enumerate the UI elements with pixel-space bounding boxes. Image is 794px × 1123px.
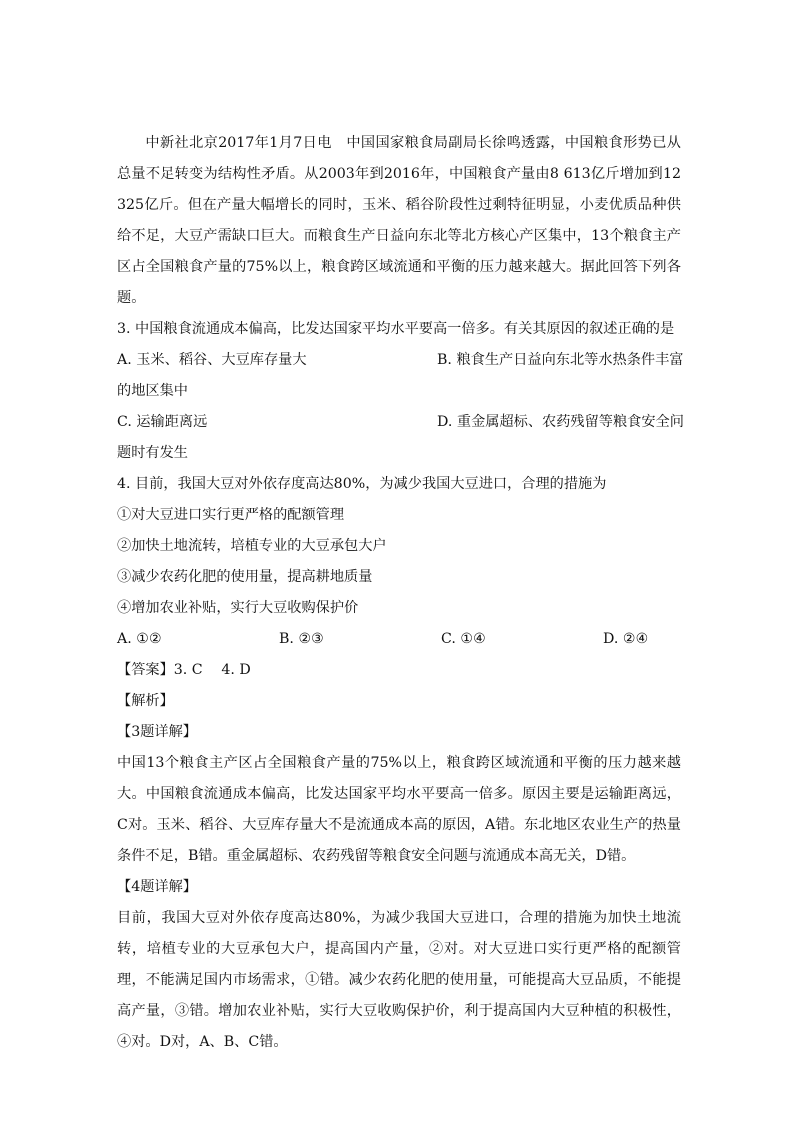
question-3-option-b-continued: 的地区集中 bbox=[117, 383, 188, 399]
question-4-option-a: A. ①② bbox=[117, 631, 162, 647]
question-4-stem: 4. 目前，我国大豆对外依存度高达80%，为减少我国大豆进口，合理的措施为 bbox=[117, 476, 607, 492]
question-4-item-4: ④增加农业补贴，实行大豆收购保护价 bbox=[117, 600, 359, 616]
question-3-options-row-1 bbox=[117, 345, 684, 376]
question-4-option-b: B. ②③ bbox=[279, 631, 324, 647]
analysis-label: 【解析】 bbox=[117, 693, 174, 709]
question-3-option-c: C. 运输距离远 bbox=[117, 414, 208, 430]
question-3-stem: 3. 中国粮食流通成本偏高，比发达国家平均水平要高一倍多。有关其原因的叙述正确的是 bbox=[117, 321, 675, 337]
answer-line: 【答案】3. C 4. D bbox=[117, 662, 251, 678]
question-3-detail-label: 【3题详解】 bbox=[117, 724, 197, 740]
question-4-option-c: C. ①④ bbox=[441, 631, 486, 647]
question-4-detail: 目前，我国大豆对外依存度高达80%，为减少我国大豆进口，合理的措施为加快土地流转，培植专业的大豆承包大户，提高国内产量，②对。对大豆进口实行更严格的配额管理，不能满足国内市场需求，①错。减少农药化肥的使用量，可能提高大豆品质，不能提高产量，③错。增加农业补贴，实行大豆收购保护价，利于提高国内大豆种植的积极性，④对。D对，A、B、C错。 bbox=[117, 910, 681, 1050]
question-3-options-row-2 bbox=[117, 407, 684, 438]
question-4-item-2: ②加快土地流转，培植专业的大豆承包大户 bbox=[117, 538, 387, 554]
question-3-option-d: D. 重金属超标、农药残留等粮食安全问 bbox=[437, 414, 684, 430]
question-3-option-a: A. 玉米、稻谷、大豆库存量大 bbox=[117, 352, 307, 368]
question-4-options bbox=[117, 624, 681, 655]
question-3-option-b: B. 粮食生产日益向东北等水热条件丰富 bbox=[437, 352, 684, 368]
question-4-option-d: D. ②④ bbox=[603, 631, 649, 647]
question-3-detail: 中国13个粮食主产区占全国粮食产量的75%以上，粮食跨区域流通和平衡的压力越来越大。中国粮食流通成本偏高，比发达国家平均水平要高一倍多。原因主要是运输距离远，C对。玉米、稻谷、大豆库存量大不是流通成本高的原因，A错。东北地区农业生产的热量条件不足，B错。重金属超标、农药残留等粮食安全问题与流通成本高无关，D错。 bbox=[117, 755, 681, 864]
question-4-item-1: ①对大豆进口实行更严格的配额管理 bbox=[117, 507, 345, 523]
question-4-detail-label: 【4题详解】 bbox=[117, 879, 197, 895]
document-body bbox=[117, 128, 684, 1058]
question-3-option-d-continued: 题时有发生 bbox=[117, 445, 188, 461]
question-4-item-3: ③减少农药化肥的使用量，提高耕地质量 bbox=[117, 569, 373, 585]
passage-paragraph: 中新社北京2017年1月7日电 中国国家粮食局副局长徐鸣透露，中国粮食形势已从总量不足转变为结构性矛盾。从2003年到2016年，中国粮食产量由8 613亿斤增加到12 325亿斤。但在产量大幅增长的同时，玉米、稻谷阶段性过剩特征明显，小麦优质品种供给不足，大豆产需缺口巨大。而粮食生产日益向东北等北方核心产区集中，13个粮食主产区占全国粮食产量的75%以上，粮食跨区域流通和平衡的压力越来越大。据此回答下列各题。 bbox=[117, 135, 681, 306]
